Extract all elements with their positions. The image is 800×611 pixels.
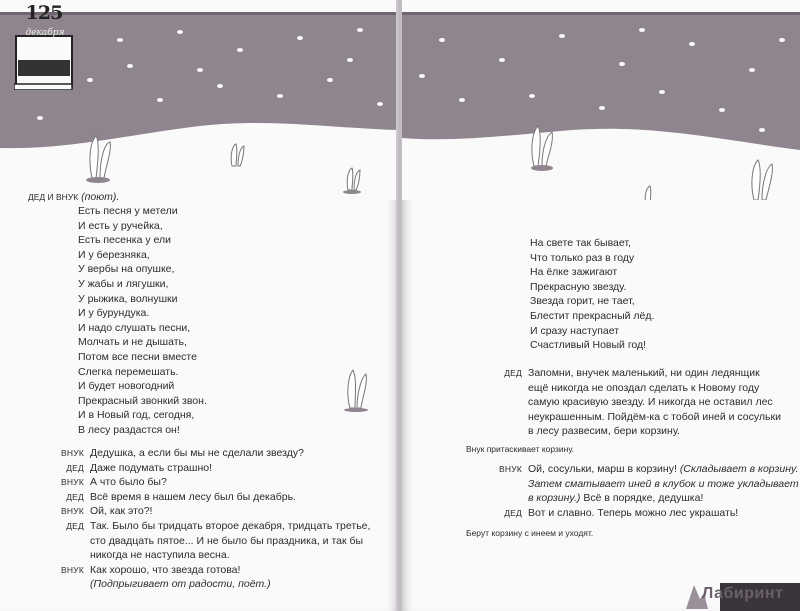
song-line: Прекрасную звезду. [530,280,627,293]
song-line: И надо слушать песни, [78,321,191,334]
song-line: Потом все песни вместе [78,350,197,363]
speaker-label: ДЕД [66,462,84,473]
stage-direction: в корзину.) [528,492,581,505]
dialogue-line: неукрашенным. Пойдём-ка с тобой иней и сосульки [528,410,781,423]
song-line: Прекрасный звонкий звон. [78,394,207,407]
speaker-label: ДЕД [504,507,522,518]
speaker-label: ВНУК [61,506,84,517]
stage-direction: Внук притаскивает корзину. [466,444,575,454]
song-line: И есть у ручейка, [78,219,163,232]
song-line: В лесу раздастся он! [78,423,180,436]
dialogue-line: никогда не наступила весна. [90,549,230,562]
ded-speech [480,366,781,439]
dialogue-line: Всё время в нашем лесу был бы декабрь. [90,490,296,503]
bunny-icon [344,368,370,417]
dialogue-line: в лесу развесим, бери корзину. [528,425,680,438]
song-line: Есть песня у метели [78,205,178,217]
song-line: У рыжика, волнушки [78,292,178,305]
dialogue-line: А что было бы? [90,476,167,489]
song-line: И у бурундука. [78,307,150,320]
badge-text: Лабиринт [702,585,784,602]
labirint-badge [680,579,800,611]
calendar-month: декабря [25,28,65,38]
song-direction: (поют). [81,191,120,203]
speaker-label: ДЕД [66,520,84,531]
dialogue-line: самую красивую звезду. И никогда не оставил лес [528,396,773,409]
song-line: На ёлке зажигают [530,266,618,279]
dialogue-line: сто двадцать пятое... И не было бы праздника, и так бы [90,534,364,547]
song-line: У вербы на опушке, [78,263,175,276]
dialogue-line: Дедушка, а если бы мы не сделали звезду? [90,447,304,459]
snow-scene-right [402,0,800,200]
song-line: И у березняка, [78,248,150,261]
stage-direction: Берут корзину с инеем и уходят. [466,528,594,538]
song-line: На свете так бывает, [530,237,631,249]
speaker-label: ВНУК [61,477,84,488]
song-line: Есть песенка у ели [78,234,171,247]
dialogue-line: Вот и славно. Теперь можно лес украшать! [528,506,739,519]
calendar-icon [14,32,76,90]
dialogue-line: ещё никогда не опоздал сделать к Новому году [528,381,760,394]
song-line: Блестит прекрасный лёд. [530,309,655,322]
right-song-lines [530,236,654,353]
song-line: Звезда горит, не тает, [530,295,635,308]
song-line: Молчать и не дышать, [78,336,187,349]
calendar-day: 125 [25,2,63,24]
speaker-label: ВНУК [61,564,84,575]
vnuk-speech [480,462,799,520]
song-line: И будет новогодний [78,380,175,393]
left-song-block [28,190,119,205]
dialogue-line: Так. Было бы тридцать второе декабря, тридцать третье, [90,519,371,532]
left-dialogue [40,446,370,592]
dialogue-line: Даже подумать страшно! [90,461,213,474]
stage-direction: (Складывает в корзину. [679,463,799,475]
dialogue-line: Ой, как это?! [90,505,153,518]
dialogue-line: Запомни, внучек маленький, ни один ледянщик [528,367,760,379]
dialogue-line: Как хорошо, что звезда готова! [90,563,241,576]
dialogue-line: Ой, сосульки, марш в корзину! [528,463,677,475]
dialogue-line: Всё в порядке, дедушка! [583,492,704,505]
stage-direction: (Подпрыгивает от радости, поёт.) [90,578,271,591]
stage-direction: Затем сматывает иней в клубок и тоже укладывает [528,477,799,490]
song-line: И в Новый год, сегодня, [78,409,195,422]
speaker-label: ВНУК [61,448,84,458]
right-page [402,0,800,611]
speaker-label: ВНУК [499,464,522,474]
song-line: У жабы и лягушки, [78,277,169,290]
speaker-label: ДЕД [504,368,522,378]
left-song-lines [78,204,207,438]
song-line: Что только раз в году [530,251,635,264]
song-line: И сразу наступает [530,324,620,337]
song-speaker: ДЕД И ВНУК [28,192,79,202]
song-line: Счастливый Новый год! [530,339,647,352]
left-page [0,0,398,611]
song-line: Слегка перемешать. [78,365,179,378]
speaker-label: ДЕД [66,491,84,502]
